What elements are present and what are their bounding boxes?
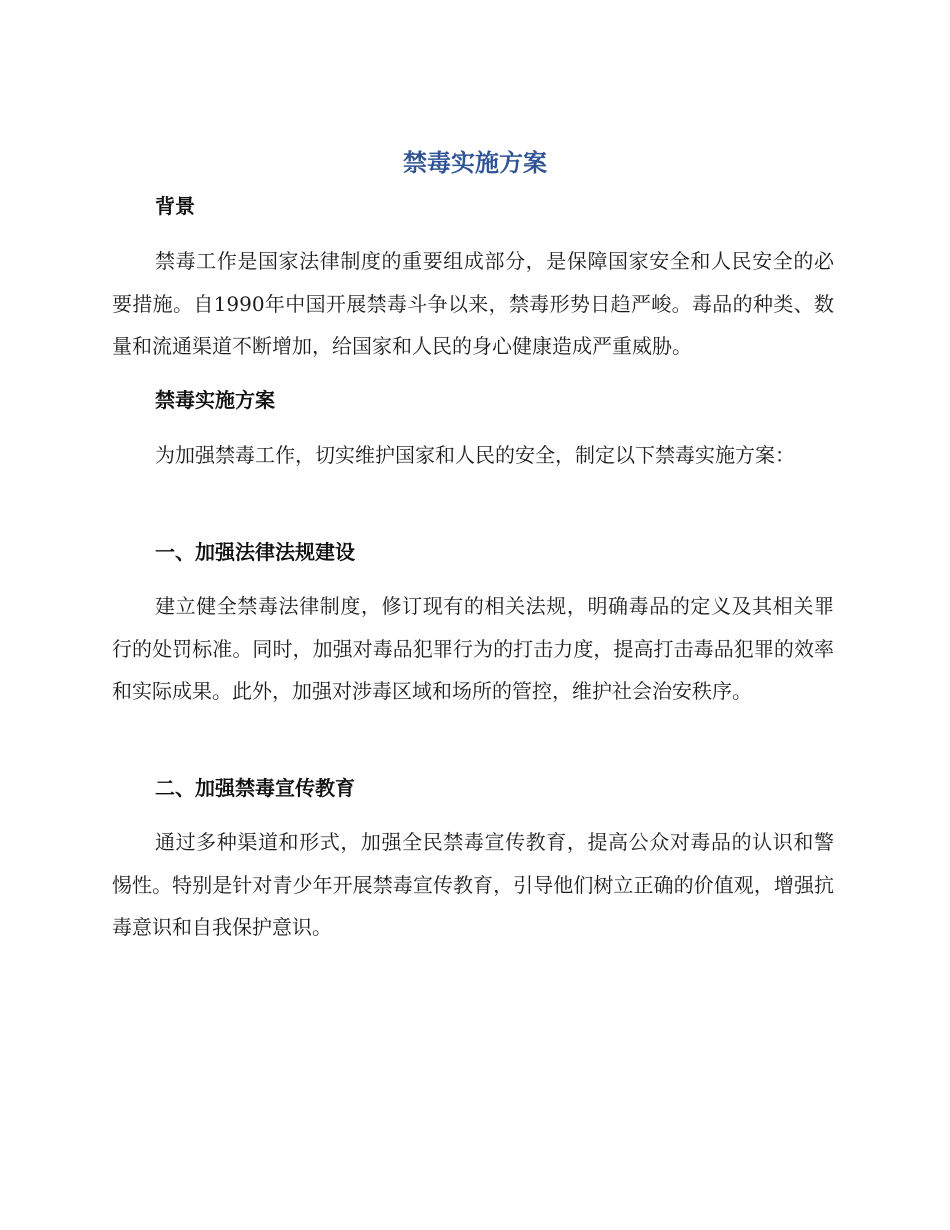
section-paragraph-education: 通过多种渠道和形式，加强全民禁毒宣传教育，提高公众对毒品的认识和警惕性。特别是针对青少年开展禁毒宣传教育，引导他们树立正确的价值观，增强抗毒意识和自我保护意识。 (112, 830, 834, 939)
document-title: 禁毒实施方案 (403, 149, 547, 177)
section-heading-law: 一、加强法律法规建设 (155, 540, 355, 564)
section-heading-background: 背景 (155, 194, 195, 218)
section-paragraph-background: 禁毒工作是国家法律制度的重要组成部分，是保障国家安全和人民安全的必要措施。自1990年中国开展禁毒斗争以来，禁毒形势日趋严峻。毒品的种类、数量和流通渠道不断增加，给国家和人民的身心健康造成严重威胁。 (112, 249, 834, 358)
section-heading-education: 二、加强禁毒宣传教育 (155, 776, 355, 800)
section-heading-plan: 禁毒实施方案 (155, 388, 275, 412)
section-paragraph-law: 建立健全禁毒法律制度，修订现有的相关法规，明确毒品的定义及其相关罪行的处罚标准。同时，加强对毒品犯罪行为的打击力度，提高打击毒品犯罪的效率和实际成果。此外，加强对涉毒区域和场所的管控，维护社会治安秩序。 (112, 594, 834, 703)
section-paragraph-plan: 为加强禁毒工作，切实维护国家和人民的安全，制定以下禁毒实施方案： (155, 443, 795, 467)
